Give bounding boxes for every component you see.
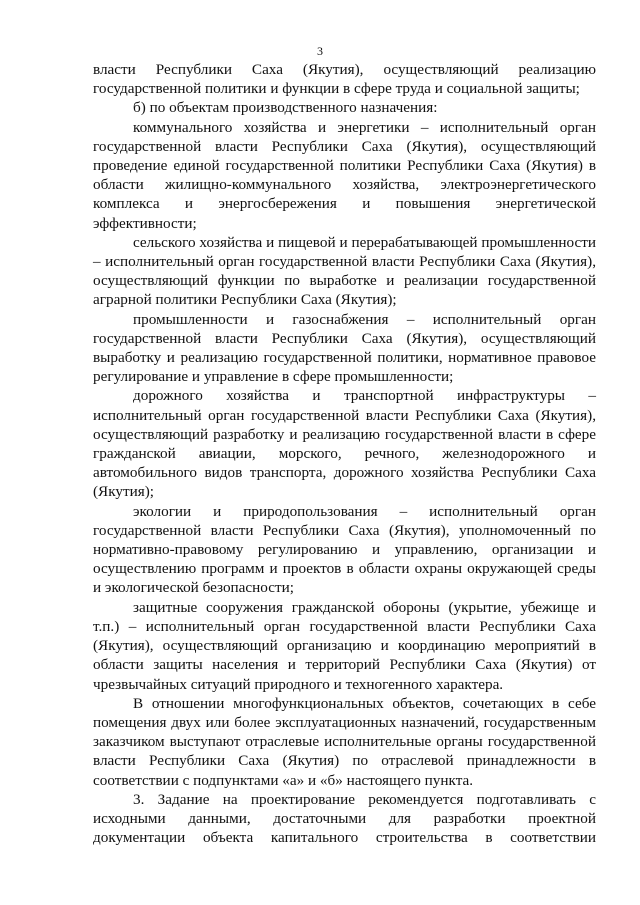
paragraph-8: защитные сооружения гражданской обороны (укрытие, убежище и т.п.) – исполнительный орган государственной власти Республики Саха (Якутия), осуществляющий организацию и координацию мероприятий в области защиты населения и территорий Республики Саха (Якутия) от чрезвычайных ситуаций природного и техногенного характера. <box>93 598 596 693</box>
paragraph-1: власти Республики Саха (Якутия), осуществляющий реализацию государственной политики и функции в сфере труда и социальной защиты; <box>93 61 596 98</box>
paragraph-5: промышленности и газоснабжения – исполнительный орган государственной власти Республики Саха (Якутия), осуществляющий выработку и реализацию государственной политики, нормативное правовое регулирование и управление в сфере промышленности; <box>93 310 596 386</box>
paragraph-7: экологии и природопользования – исполнительный орган государственной власти Республики Саха (Якутия), уполномоченный по нормативно-правовому регулированию и управлению, организации и осуществлению программ и проектов в области охраны окружающей среды и экологической безопасности; <box>93 502 596 597</box>
paragraph-10: 3. Задание на проектирование рекомендуется подготавливать с исходными данными, достаточными для разработки проектной документации объекта капитального строительства в соответствии <box>93 790 596 847</box>
paragraph-6: дорожного хозяйства и транспортной инфраструктуры – исполнительный орган государственной власти Республики Саха (Якутия), осуществляющий разработку и реализацию государственной власти в сфере гражданской авиации, морского, речного, железнодорожного и автомобильного видов транспорта, дорожного хозяйства Республики Саха (Якутия); <box>93 387 596 501</box>
paragraph-2: б) по объектам производственного назначения: <box>133 99 438 117</box>
paragraph-9: В отношении многофункциональных объектов, сочетающих в себе помещения двух или более эксплуатационных назначений, государственным заказчиком выступают отраслевые исполнительные органы государственной власти Республики Саха (Якутия) по отраслевой принадлежности в соответствии с подпунктами «а» и «б» настоящего пункта. <box>93 694 596 789</box>
document-body <box>93 60 596 847</box>
paragraph-4: сельского хозяйства и пищевой и перерабатывающей промышленности – исполнительный орган государственной власти Республики Саха (Якутия), осуществляющий функции по выработке и реализации государственной аграрной политики Республики Саха (Якутия); <box>93 233 596 309</box>
paragraph-3: коммунального хозяйства и энергетики – исполнительный орган государственной власти Республики Саха (Якутия), осуществляющий проведение единой государственной политики Республики Саха (Якутия) в области жилищно-коммунального хозяйства, электроэнергетического комплекса и энергосбережения и повышения энергетической эффективности; <box>93 118 596 232</box>
page-number: 3 <box>317 44 323 58</box>
